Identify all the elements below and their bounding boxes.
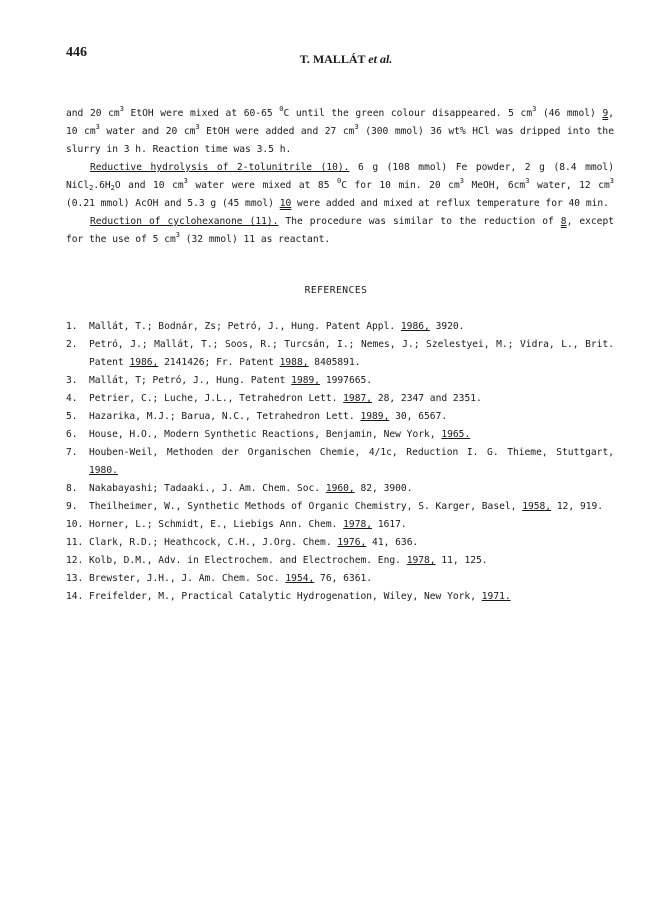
reference-text-run: 76, 6361. xyxy=(314,573,373,584)
reference-item xyxy=(66,570,614,588)
superscript: 3 xyxy=(525,177,530,185)
reference-text-run: 8405891. xyxy=(308,357,361,368)
reference-year: 1958, xyxy=(522,501,552,512)
subscript: 2 xyxy=(110,184,115,192)
reference-year: 1980. xyxy=(89,465,118,476)
reference-text-run: Theilheimer, W., Synthetic Methods of Organic Chemistry, S. Karger, Basel, xyxy=(89,501,523,512)
reference-year: 1976, xyxy=(337,537,367,548)
reference-number: 4. xyxy=(66,393,78,404)
reference-item xyxy=(66,480,614,498)
text-run: water were mixed at 85 xyxy=(187,180,338,191)
compound-ref: 10 xyxy=(279,198,292,209)
subscript: 2 xyxy=(89,184,94,192)
reference-number: 8. xyxy=(66,483,78,494)
reference-text-run: Houben-Weil, Methoden der Organischen Chemie, 4/1c, Reduction I. G. Thieme, Stuttgart, xyxy=(89,447,614,458)
reference-year: 1986, xyxy=(129,357,159,368)
superscript: 0 xyxy=(337,177,342,185)
reference-year: 1965. xyxy=(441,429,471,440)
reference-year: 1988, xyxy=(279,357,309,368)
reference-item xyxy=(66,426,614,444)
reference-year: 1971. xyxy=(481,591,511,602)
reference-number: 14. xyxy=(66,591,84,602)
superscript: 3 xyxy=(609,177,614,185)
references-list xyxy=(66,318,614,606)
superscript: 3 xyxy=(119,105,124,113)
text-run: , except for the use of 5 cm xyxy=(66,216,614,245)
reference-text xyxy=(89,588,614,606)
superscript: 3 xyxy=(183,177,188,185)
reference-year: 1987, xyxy=(343,393,373,404)
text-run: O and 10 cm xyxy=(114,180,184,191)
reference-item xyxy=(66,444,614,480)
reference-text xyxy=(89,336,614,372)
reference-text-run: 41, 636. xyxy=(366,537,419,548)
running-head xyxy=(0,52,672,67)
text-run: (32 mmol) 11 as reactant. xyxy=(179,234,331,245)
reference-text-run: Clark, R.D.; Heathcock, C.H., J.Org. Chem. xyxy=(89,537,338,548)
text-run: , 10 cm xyxy=(66,108,614,137)
reference-item xyxy=(66,498,614,516)
text-run: and 20 cm xyxy=(66,108,120,119)
reference-text-run: 3920. xyxy=(429,321,465,332)
superscript: 3 xyxy=(175,231,180,239)
reference-text-run: Petrier, C.; Luche, J.L., Tetrahedron Lett. xyxy=(89,393,344,404)
superscript: 3 xyxy=(354,123,359,131)
reference-number: 3. xyxy=(66,375,78,386)
reference-text xyxy=(89,372,614,390)
running-head-author: T. MALLÁT xyxy=(299,52,366,66)
reference-text xyxy=(89,516,614,534)
reference-text-run: 2141426; Fr. Patent xyxy=(158,357,280,368)
reference-item xyxy=(66,318,614,336)
reference-number: 6. xyxy=(66,429,78,440)
reference-text-run: 30, 6567. xyxy=(389,411,448,422)
paragraph-tolunitrile xyxy=(66,159,614,213)
reference-text xyxy=(89,534,614,552)
reference-text-run: 28, 2347 and 2351. xyxy=(372,393,482,404)
reference-item xyxy=(66,390,614,408)
superscript: 0 xyxy=(279,105,284,113)
text-run: The procedure was similar to the reduction of xyxy=(278,216,561,227)
reference-number: 11. xyxy=(66,537,84,548)
reference-text xyxy=(89,480,614,498)
reference-text-run: Freifelder, M., Practical Catalytic Hydrogenation, Wiley, New York, xyxy=(89,591,482,602)
reference-text-run: Mallát, T; Petró, J., Hung. Patent xyxy=(89,375,292,386)
reference-year: 1954, xyxy=(285,573,315,584)
running-head-etal: et al. xyxy=(368,52,393,66)
paragraph-procedure-end xyxy=(66,105,614,159)
superscript: 3 xyxy=(95,123,100,131)
compound-ref: 8 xyxy=(560,216,567,227)
reference-item xyxy=(66,372,614,390)
reference-number: 10. xyxy=(66,519,84,530)
paragraph-cyclohexanone xyxy=(66,213,614,249)
reference-number: 2. xyxy=(66,339,78,350)
text-run: C for 10 min. 20 cm xyxy=(341,180,460,191)
text-run: (0.21 mmol) AcOH and 5.3 g (45 mmol) xyxy=(66,198,280,209)
text-run: (46 mmol) xyxy=(536,108,603,119)
reference-text-run: 1997665. xyxy=(320,375,373,386)
reference-text-run: Petró, J.; Mallát, T.; Soos, R.; Turcsán, I.; Nemes, J.; Szelestyei, M.; Vidra, L., Brit. Patent xyxy=(89,339,614,368)
superscript: 3 xyxy=(195,123,200,131)
reference-year: 1978, xyxy=(406,555,436,566)
reference-text xyxy=(89,444,614,480)
references-heading: REFERENCES xyxy=(304,285,368,296)
reference-text-run: 82, 3900. xyxy=(354,483,413,494)
reference-text-run: 1617. xyxy=(372,519,407,530)
superscript: 3 xyxy=(532,105,537,113)
text-run: were added and mixed at reflux temperature for 40 min. xyxy=(291,198,609,209)
section-heading: Reduction of cyclohexanone (11). xyxy=(90,216,279,227)
page-number: 446 xyxy=(66,45,87,60)
superscript: 3 xyxy=(459,177,464,185)
reference-item xyxy=(66,516,614,534)
text-run: (300 mmol) 36 wt% HCl was dripped into the slurry in 3 h. Reaction time was 3.5 h. xyxy=(66,126,614,155)
reference-item xyxy=(66,552,614,570)
text-run: MeOH, 6cm xyxy=(463,180,526,191)
text-run: C until the green colour disappeared. 5 cm xyxy=(283,108,533,119)
text-run: EtOH were mixed at 60-65 xyxy=(123,108,280,119)
reference-year: 1978, xyxy=(343,519,373,530)
reference-text-run: House, H.O., Modern Synthetic Reactions, Benjamin, New York, xyxy=(89,429,442,440)
reference-year: 1986, xyxy=(400,321,430,332)
reference-year: 1989, xyxy=(291,375,321,386)
reference-text xyxy=(89,318,614,336)
reference-year: 1989, xyxy=(360,411,390,422)
reference-text-run: 12, 919. xyxy=(551,501,604,512)
reference-number: 13. xyxy=(66,573,84,584)
section-heading: Reductive hydrolysis of 2-tolunitrile (10). xyxy=(90,162,350,173)
text-run: water, 12 cm xyxy=(529,180,610,191)
reference-text-run: 11, 125. xyxy=(435,555,488,566)
text-run: 6 g (108 mmol) Fe powder, 2 g (8.4 mmol) NiCl xyxy=(66,162,614,191)
reference-text-run: Brewster, J.H., J. Am. Chem. Soc. xyxy=(89,573,286,584)
compound-ref: 9 xyxy=(602,108,609,119)
text-run: EtOH were added and 27 cm xyxy=(199,126,355,137)
reference-text-run: Mallát, T.; Bodnár, Zs; Petró, J., Hung. Patent Appl. xyxy=(89,321,401,332)
reference-number: 12. xyxy=(66,555,84,566)
reference-number: 1. xyxy=(66,321,78,332)
reference-item xyxy=(66,336,614,372)
reference-text xyxy=(89,552,614,570)
reference-text xyxy=(89,570,614,588)
reference-text xyxy=(89,426,614,444)
text-run: water and 20 cm xyxy=(99,126,196,137)
reference-item xyxy=(66,534,614,552)
reference-text-run: Horner, L.; Schmidt, E., Liebigs Ann. Chem. xyxy=(89,519,344,530)
reference-text-run: Kolb, D.M., Adv. in Electrochem. and Electrochem. Eng. xyxy=(89,555,407,566)
reference-text xyxy=(89,390,614,408)
reference-number: 9. xyxy=(66,501,78,512)
reference-text xyxy=(89,498,614,516)
reference-text xyxy=(89,408,614,426)
reference-item xyxy=(66,588,614,606)
body-text xyxy=(66,105,614,249)
reference-number: 5. xyxy=(66,411,78,422)
reference-text-run: Nakabayashi; Tadaaki., J. Am. Chem. Soc. xyxy=(89,483,326,494)
reference-year: 1960, xyxy=(325,483,355,494)
reference-item xyxy=(66,408,614,426)
reference-text-run: Hazarika, M.J.; Barua, N.C., Tetrahedron Lett. xyxy=(89,411,361,422)
text-run: .6H xyxy=(93,180,111,191)
reference-number: 7. xyxy=(66,447,78,458)
